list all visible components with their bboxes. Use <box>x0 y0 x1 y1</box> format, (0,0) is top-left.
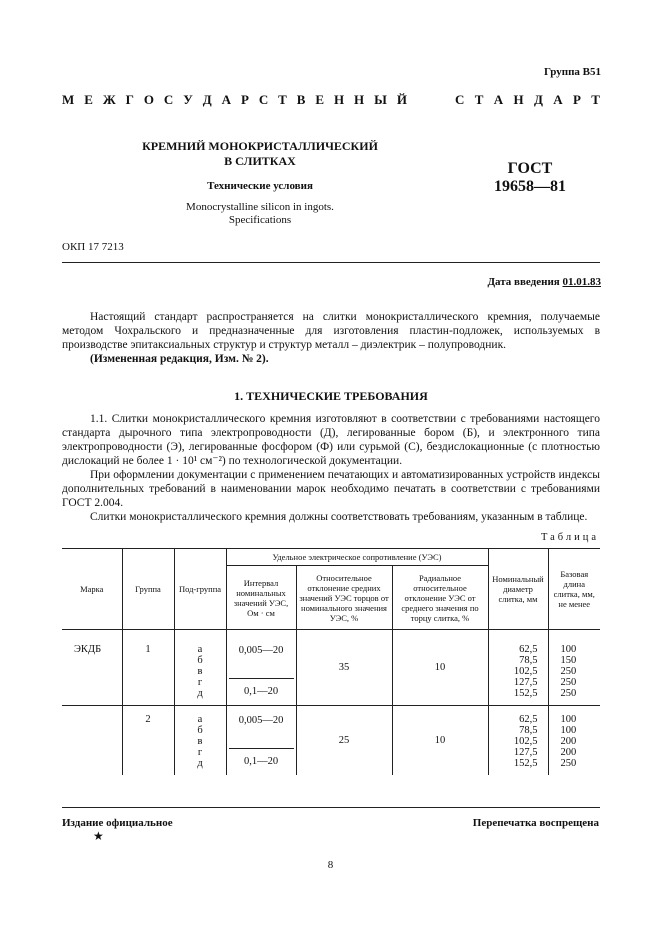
paragraph-table-ref: Слитки монокристаллического кремния должны соответствовать требованиям, указанным в таблице. <box>90 511 588 523</box>
banner-letter: С <box>163 92 174 107</box>
intro-paragraph <box>62 310 600 366</box>
diameter-value: 152,5 <box>513 688 538 699</box>
intro-text: Настоящий стандарт распространяется на слитки монокристаллического кремния, получаемые методом Чохральского и предназначенные для изготовления пластин-подложек, используемых в производстве эпитаксиальных структур и структур металл – диэлектрик – полупроводник. <box>62 311 600 351</box>
header-radial-deviation: Радиальное относительное отклонение УЭС от среднего значения по торцу слитка, % <box>392 566 488 630</box>
banner-letter: С <box>455 92 465 107</box>
diameter-value: 102,5 <box>513 666 538 677</box>
diameter-value: 127,5 <box>513 747 538 758</box>
banner-letter: Т <box>278 92 287 107</box>
subgroup-value: в <box>197 736 203 747</box>
header-group: Группа <box>122 549 174 630</box>
okp-code: ОКП 17 7213 <box>62 241 124 253</box>
banner-letter: Р <box>240 92 249 107</box>
banner-right <box>455 92 600 108</box>
header-ues: Удельное электрическое сопротивление (УЭС) <box>226 549 488 566</box>
diameter-value: 62,5 <box>519 644 538 655</box>
banner-letter: Д <box>202 92 212 107</box>
gost-number <box>480 160 580 196</box>
group-label: Группа B51 <box>543 66 601 78</box>
banner-letter: В <box>296 92 306 107</box>
banner-letter: Т <box>591 92 600 107</box>
subgroup-value: б <box>197 655 203 666</box>
banner-letter: Ы <box>374 92 387 107</box>
cell-diameters <box>488 630 548 706</box>
length-value: 100 <box>560 714 577 725</box>
subgroup-value: б <box>197 725 203 736</box>
official-edition: Издание официальное <box>62 817 173 829</box>
intro-date-label: Дата введения <box>487 276 560 288</box>
document-title <box>140 139 380 169</box>
subgroup-value: а <box>197 644 203 655</box>
paragraph-1-1: 1.1. Слитки монокристаллического кремния изготовляют в соответствии с требованиями настоящего стандарта дырочного типа электропроводности (Д), легированные бором (Б), и электронного типа электропроводности (Э), легированные фосфором (Ф) или сурьмой (С), бездислокационные (с плотностью дислокаций не более 1 · 10¹ см⁻²) по технологической документации. <box>62 413 600 467</box>
header-interval: Интервал номинальных значений УЭС, Ом · см <box>226 566 296 630</box>
length-value: 250 <box>560 677 577 688</box>
diameter-value: 127,5 <box>513 677 538 688</box>
banner-letter: С <box>258 92 269 107</box>
banner-letter: Г <box>125 92 134 107</box>
standard-banner <box>62 92 600 108</box>
banner-letter: Н <box>513 92 524 107</box>
diameter-value: 152,5 <box>513 758 538 769</box>
diameter-value: 78,5 <box>519 725 538 736</box>
english-title <box>140 201 380 227</box>
banner-letter: Р <box>572 92 581 107</box>
gost-code: 19658—81 <box>494 178 566 195</box>
interval-value-b: 0,1—20 <box>243 686 279 697</box>
banner-letter: А <box>553 92 563 107</box>
length-value: 100 <box>560 725 577 736</box>
cell-group: 2 <box>122 706 174 776</box>
star-icon: ★ <box>93 829 104 843</box>
title-line-2: В СЛИТКАХ <box>224 154 296 168</box>
footer-divider <box>62 807 600 808</box>
length-value: 200 <box>560 736 577 747</box>
length-value: 200 <box>560 747 577 758</box>
cell-radial-deviation: 10 <box>392 706 488 776</box>
banner-letter: О <box>143 92 154 107</box>
header-relative-deviation: Относительное отклонение средних значений УЭС торцов от номинального значения УЭС, % <box>296 566 392 630</box>
paragraph-docs: При оформлении документации с применением печатающих и автоматизированных устройств индексы дополнительных требований в наименовании марок необходимо печатать в соответствии с требованиями ГОСТ 2.004. <box>62 469 600 509</box>
cell-lengths <box>548 706 600 776</box>
banner-letter: Н <box>354 92 365 107</box>
reprint-prohibited: Перепечатка воспрещена <box>472 817 599 829</box>
cell-interval <box>226 706 296 776</box>
banner-letter: Е <box>315 92 325 107</box>
header-marka: Марка <box>62 549 122 630</box>
banner-letter: У <box>183 92 193 107</box>
table-row <box>62 706 600 776</box>
length-value: 250 <box>560 666 577 677</box>
interval-value-a: 0,005—20 <box>229 714 294 749</box>
header-subgroup: Под-группа <box>174 549 226 630</box>
cell-marka <box>62 706 122 776</box>
banner-letter: М <box>62 92 75 107</box>
length-value: 150 <box>560 655 577 666</box>
title-line-1: КРЕМНИЙ МОНОКРИСТАЛЛИЧЕСКИЙ <box>142 139 378 153</box>
document-subtitle: Технические условия <box>207 180 313 192</box>
cell-group: 1 <box>122 630 174 706</box>
page-number: 8 <box>327 859 334 871</box>
banner-letter: А <box>221 92 231 107</box>
intro-date-value: 01.01.83 <box>562 276 601 288</box>
banner-letter: Д <box>533 92 543 107</box>
cell-radial-deviation: 10 <box>392 630 488 706</box>
cell-subgroups <box>174 630 226 706</box>
diameter-value: 102,5 <box>513 736 538 747</box>
banner-letter: Т <box>474 92 484 107</box>
subgroup-value: а <box>197 714 203 725</box>
interval-value-b: 0,1—20 <box>243 756 279 767</box>
cell-relative-deviation: 35 <box>296 630 392 706</box>
banner-letter: Н <box>333 92 345 107</box>
interval-value-a: 0,005—20 <box>229 644 294 679</box>
length-value: 100 <box>560 644 577 655</box>
length-value: 250 <box>560 688 577 699</box>
diameter-value: 62,5 <box>519 714 538 725</box>
cell-marka: ЭКДБ <box>62 630 122 706</box>
table-row <box>62 630 600 706</box>
intro-amendment: (Измененная редакция, Изм. № 2). <box>90 353 269 365</box>
banner-letter: Й <box>396 92 407 107</box>
section-body <box>62 412 600 524</box>
banner-left <box>62 92 407 108</box>
intro-date <box>487 276 601 288</box>
header-length: Базовая длина слитка, мм, не менее <box>548 549 600 630</box>
cell-interval <box>226 630 296 706</box>
english-title-line-1: Monocrystalline silicon in ingots. <box>186 201 334 213</box>
cell-subgroups <box>174 706 226 776</box>
subgroup-value: д <box>197 758 203 769</box>
cell-relative-deviation: 25 <box>296 706 392 776</box>
subgroup-value: г <box>197 677 203 688</box>
english-title-line-2: Specifications <box>228 214 292 226</box>
banner-letter: А <box>493 92 504 107</box>
subgroup-value: д <box>197 688 203 699</box>
cell-diameters <box>488 706 548 776</box>
divider <box>62 262 600 263</box>
table-label: Таблица <box>540 532 599 543</box>
requirements-table <box>62 548 600 775</box>
subgroup-value: г <box>197 747 203 758</box>
gost-label: ГОСТ <box>507 160 553 177</box>
banner-letter: Е <box>84 92 93 107</box>
header-diameter: Номинальный диаметр слитка, мм <box>488 549 548 630</box>
banner-letter: Ж <box>102 92 116 107</box>
subgroup-value: в <box>197 666 203 677</box>
cell-lengths <box>548 630 600 706</box>
diameter-value: 78,5 <box>519 655 538 666</box>
section-title: 1. ТЕХНИЧЕСКИЕ ТРЕБОВАНИЯ <box>234 389 428 403</box>
length-value: 250 <box>560 758 577 769</box>
